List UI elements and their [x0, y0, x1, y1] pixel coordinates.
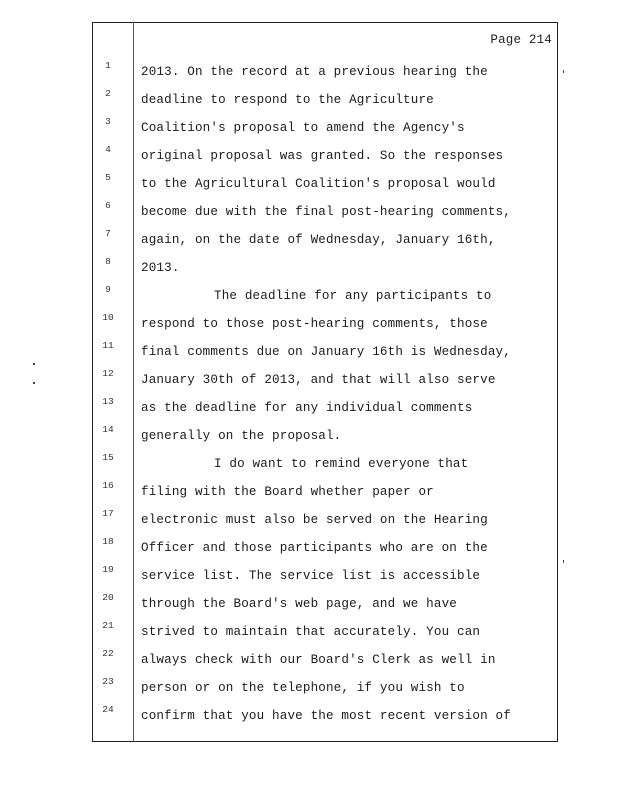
- transcript-line: [92, 198, 558, 226]
- transcript-line: [92, 506, 558, 534]
- line-text: 2013. On the record at a previous hearing the: [141, 65, 488, 79]
- line-number: 18: [102, 536, 114, 547]
- transcript-line: [92, 366, 558, 394]
- line-number: 3: [105, 116, 111, 127]
- line-text: filing with the Board whether paper or: [141, 485, 434, 499]
- line-number: 22: [102, 648, 114, 659]
- line-number: 13: [102, 396, 114, 407]
- transcript-line: [92, 562, 558, 590]
- line-number: 6: [105, 200, 111, 211]
- line-text: respond to those post-hearing comments, those: [141, 317, 488, 331]
- transcript-line: [92, 534, 558, 562]
- page-number: Page 214: [490, 33, 552, 47]
- line-text: service list. The service list is accessible: [141, 569, 481, 583]
- line-text: deadline to respond to the Agriculture: [141, 93, 434, 107]
- transcript-line: [92, 282, 558, 310]
- line-text: January 30th of 2013, and that will also serve: [141, 373, 496, 387]
- transcript-line: [92, 618, 558, 646]
- line-text: become due with the final post-hearing comments,: [141, 205, 511, 219]
- line-number: 19: [102, 564, 114, 575]
- line-text: confirm that you have the most recent version of: [141, 709, 511, 723]
- line-number: 12: [102, 368, 114, 379]
- transcript-line: [92, 142, 558, 170]
- line-number: 21: [102, 620, 114, 631]
- line-text: as the deadline for any individual comments: [141, 401, 473, 415]
- transcript-line: [92, 310, 558, 338]
- transcript-line: [92, 170, 558, 198]
- transcript-line: [92, 338, 558, 366]
- line-number: 16: [102, 480, 114, 491]
- line-number: 23: [102, 676, 114, 687]
- scan-speck: [33, 363, 35, 365]
- line-number: 10: [102, 312, 114, 323]
- transcript-line: [92, 394, 558, 422]
- line-text: The deadline for any participants to: [214, 289, 492, 303]
- line-number: 8: [105, 256, 111, 267]
- line-text: Officer and those participants who are on the: [141, 541, 488, 555]
- line-number: 24: [102, 704, 114, 715]
- transcript-line: [92, 478, 558, 506]
- line-text: 2013.: [141, 261, 180, 275]
- line-text: I do want to remind everyone that: [214, 457, 469, 471]
- line-number: 20: [102, 592, 114, 603]
- transcript-line: [92, 58, 558, 86]
- line-number: 5: [105, 172, 111, 183]
- line-text: original proposal was granted. So the responses: [141, 149, 504, 163]
- transcript-line: [92, 702, 558, 730]
- line-number: 15: [102, 452, 114, 463]
- transcript-line: [92, 422, 558, 450]
- scan-speck: [33, 382, 35, 384]
- line-text: Coalition's proposal to amend the Agency's: [141, 121, 465, 135]
- line-number: 17: [102, 508, 114, 519]
- transcript-line: [92, 114, 558, 142]
- line-text: generally on the proposal.: [141, 429, 342, 443]
- line-number: 1: [105, 60, 111, 71]
- line-text: final comments due on January 16th is Wednesday,: [141, 345, 511, 359]
- transcript-line: [92, 646, 558, 674]
- line-text: always check with our Board's Clerk as well in: [141, 653, 496, 667]
- line-text: person or on the telephone, if you wish to: [141, 681, 465, 695]
- transcript-line: [92, 674, 558, 702]
- scan-speck: [563, 560, 564, 563]
- transcript-line: [92, 254, 558, 282]
- transcript-line: [92, 590, 558, 618]
- line-text: through the Board's web page, and we have: [141, 597, 458, 611]
- line-number: 14: [102, 424, 114, 435]
- line-text: to the Agricultural Coalition's proposal would: [141, 177, 496, 191]
- line-text: electronic must also be served on the Hearing: [141, 513, 488, 527]
- transcript-line: [92, 86, 558, 114]
- line-number: 4: [105, 144, 111, 155]
- line-text: strived to maintain that accurately. You can: [141, 625, 481, 639]
- line-text: again, on the date of Wednesday, January 16th,: [141, 233, 496, 247]
- line-number: 2: [105, 88, 111, 99]
- transcript-line: [92, 226, 558, 254]
- scan-speck: [563, 70, 564, 73]
- line-number: 7: [105, 228, 111, 239]
- line-number: 11: [102, 340, 114, 351]
- transcript-line: [92, 450, 558, 478]
- line-number: 9: [105, 284, 111, 295]
- transcript-lines: [92, 58, 558, 730]
